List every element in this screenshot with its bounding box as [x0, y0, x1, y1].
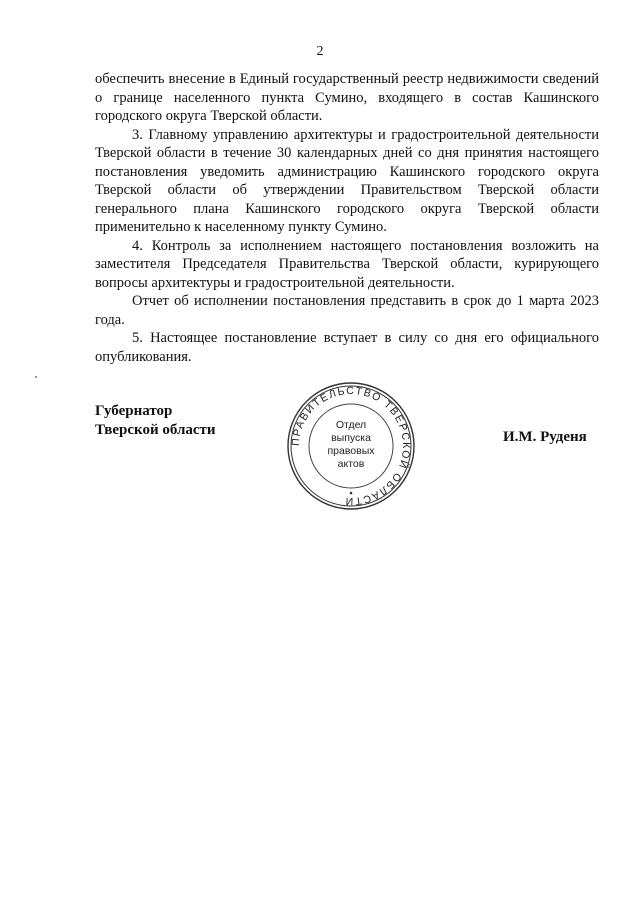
- paragraph-item-5: 5. Настоящее постановление вступает в силу со дня его официального опубликования.: [95, 330, 599, 365]
- stamp-center-line-3: правовых: [327, 445, 375, 457]
- stamp-center-line-1: Отдел: [335, 419, 367, 431]
- page-number: 2: [316, 44, 324, 59]
- stamp-center-text: [286, 419, 416, 471]
- signatory-title: [95, 402, 216, 440]
- paragraph-item-3: 3. Главному управлению архитектуры и градостроительной деятельности Тверской области в течение 30 календарных дней со дня принятия настоящего постановления уведомить администрацию Кашинского городского округа Тверской области об утверждении Правительством Тверской области генерального плана Кашинского городского округа Тверской области применительно к населенному пункту Сумино.: [95, 126, 599, 235]
- stamp-center-line-4: актов: [337, 458, 365, 470]
- signatory-title-line-1: Губернатор: [95, 403, 173, 419]
- stamp-center-line-2: выпуска: [331, 432, 371, 444]
- document-body: [95, 70, 599, 366]
- scan-speck: [35, 376, 37, 378]
- paragraph-report-deadline: Отчет об исполнении постановления представить в срок до 1 марта 2023 года.: [95, 293, 599, 328]
- stamp-ring-text: ПРАВИТЕЛЬСТВО ТВЕРСКОЙ ОБЛАСТИ: [289, 384, 413, 508]
- signatory-name: И.М. Руденя: [503, 429, 587, 445]
- paragraph-continuation: обеспечить внесение в Единый государственный реестр недвижимости сведений о границе населенного пункта Сумино, входящего в состав Кашинского городского округа Тверской области.: [95, 71, 599, 124]
- official-stamp: [286, 381, 416, 511]
- signatory-title-line-2: Тверской области: [95, 422, 216, 438]
- paragraph-item-4: 4. Контроль за исполнением настоящего постановления возложить на заместителя Председателя Правительства Тверской области, курирующего вопросы архитектуры и градостроительной деятельности.: [95, 237, 599, 291]
